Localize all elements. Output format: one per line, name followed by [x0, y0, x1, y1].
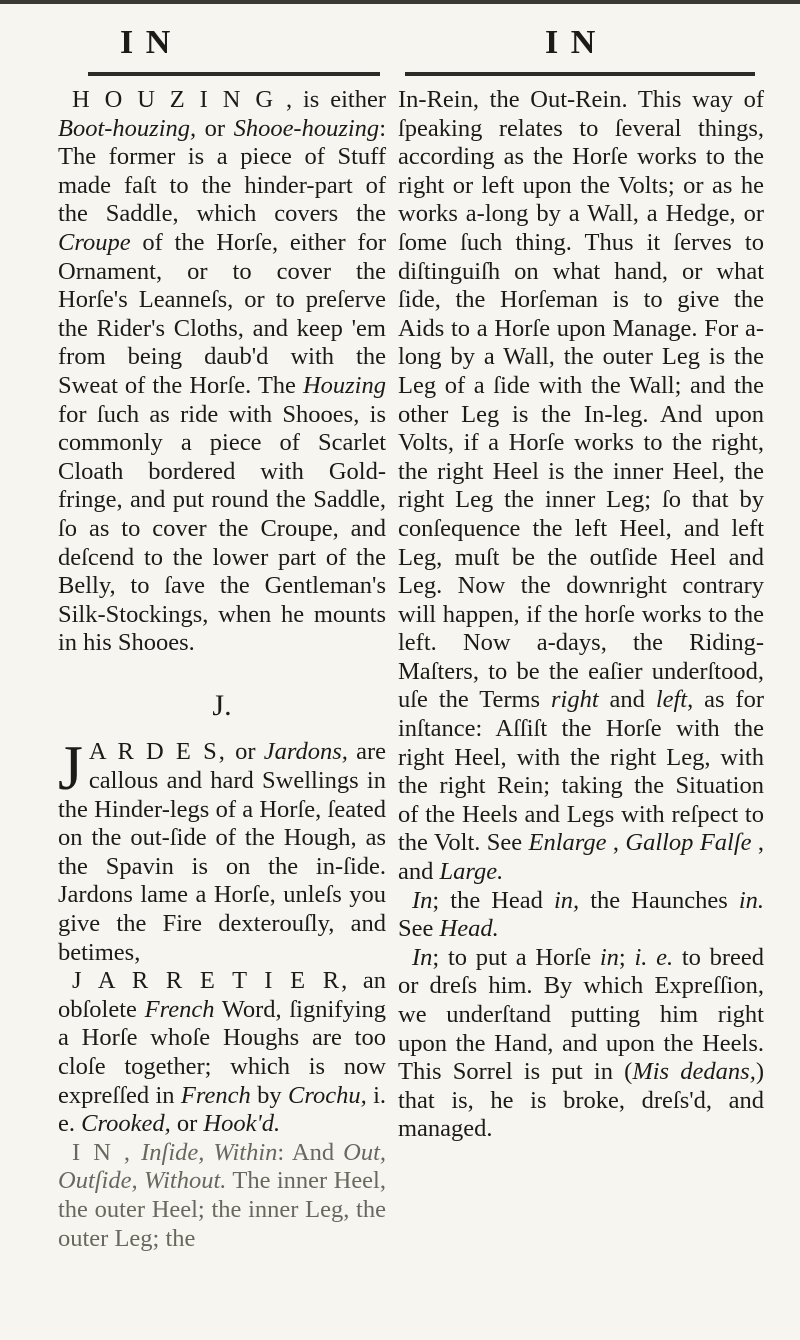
entry-jarretier [58, 967, 386, 1139]
entry-jardes [58, 732, 386, 967]
entry-text: or [226, 738, 264, 766]
entry-text: ; to put a Horſe [432, 943, 600, 971]
entry-term: Croupe [58, 228, 131, 256]
entry-text: of the Horſe, either for Ornament, or to cover the Horſe's Leanneſs, or to preſerve the Rider's Cloths, and keep 'em from being daub'd with the Sweat of the Horſe. The [58, 228, 386, 399]
header-rule-left [88, 72, 380, 76]
entry-text: ; the Head [432, 886, 554, 914]
entry-term: Gallop [625, 829, 694, 857]
running-head-left: I N [120, 24, 173, 61]
entry-term: Head. [439, 915, 499, 943]
entry-text: or [196, 114, 234, 142]
entry-term: Falſe [699, 829, 752, 857]
entry-term: Hook'd. [203, 1110, 281, 1138]
entry-text: , as for inſtance: Aſſiſt the Horſe with the right Heel, with the right Leg, with the right Rein; taking the Situation of the Heels and Legs with reſpect to the Volt. See [398, 686, 764, 857]
entry-in-continued [398, 86, 764, 887]
entry-term: Mis dedans, [632, 1058, 756, 1086]
entry-text: are callous and hard Swellings in the Hinder-legs of a Horſe, ſeated on the out-ſide of the Hough, as the Spavin is on the in-ſide. Jardons lame a Horſe, unleſs you give the Fire dexterouſly, and betimes, [58, 738, 386, 966]
headword: A R D E S, [88, 738, 227, 766]
entry-term: Crooked, [81, 1110, 171, 1138]
entry-text: In-Rein, the Out-Rein. This way of ſpeaking relates to ſeveral things, according as the Horſe works to the right or left upon the Volts; or as he works a-long by a Wall, a Hedge, or ſome ſuch thing. Thus it ſerves to diſtinguiſh on what hand, or what ſide, the Horſeman is to give the Aids to a Horſe upon Manage. For a-long by a Wall, the outer Leg is the Leg of a ſide with the Wall; and the other Leg is the In-leg. And upon Volts, if a Horſe works to the right, the right Heel is the inner Heel, the right Leg the inner Leg; ſo that by conſequence the left Heel, and left Leg, muſt be the outſide Heel and Leg. Now the downright contrary will happen, if the horſe works to the left. Now a-days, the Riding-Maſters, to be the eaſier underſtood, uſe the Terms [398, 86, 764, 714]
entry-term: Shooe-houzing [233, 114, 380, 142]
entry-text: : And [277, 1138, 344, 1166]
section-letter: J. [212, 688, 232, 722]
entry-term: French [180, 1081, 251, 1109]
headword: H O U Z I N G [72, 86, 276, 113]
entry-term: Crochu, [287, 1081, 367, 1109]
entry-term: Inſide, Within [141, 1138, 278, 1166]
entry-in [58, 1139, 386, 1253]
entry-text: an obſolete [58, 967, 387, 1023]
entry-text: by [250, 1081, 288, 1109]
running-head-right: I N [545, 24, 598, 61]
entry-text: , [606, 829, 626, 857]
headword: J A R R E T I E R, [72, 967, 350, 995]
entry-text: , and [398, 829, 765, 886]
entry-text: The inner Heel, the outer Heel; the inner Leg, the outer Leg; the [58, 1167, 386, 1252]
entry-text: to breed or dreſs him. By which Expreſſion, we underſtand putting him right upon the Hand, and upon the Heels. This Sorrel is put in ( [398, 943, 764, 1086]
entry-term: i. e. [634, 943, 674, 971]
drop-cap: J [58, 732, 83, 804]
entry-text: for ſuch as ride with Shooes, is commonly a piece of Scarlet Cloath bordered with Gold-fringe, and put round the Saddle, ſo as to cover the Croupe, and deſcend to the lower part of the Belly, to ſave the Gentleman's Silk-Stockings, when he mounts in his Shooes. [58, 400, 386, 657]
entry-term: Houzing [302, 371, 386, 399]
entry-term: Out, Outſide, Without. [58, 1138, 387, 1195]
entry-term: In [412, 886, 433, 914]
header-rule-right [405, 72, 755, 76]
entry-text: , is either [275, 86, 386, 113]
entry-term: In [412, 943, 433, 971]
entry-in-put [398, 944, 764, 1144]
right-column [398, 86, 764, 1144]
entry-in-head [398, 887, 764, 944]
entry-text: Word, ſignifying a Horſe whoſe Houghs are too cloſe together; which is now expreſſed in [58, 995, 387, 1109]
entry-text: : The former is a piece of Stuff made faſt to the hinder-part of the Saddle, which covers the [58, 114, 386, 228]
entry-text: or [170, 1110, 204, 1138]
entry-term: Large. [439, 858, 504, 886]
entry-term: in. [738, 886, 764, 914]
entry-term: Jardons, [263, 738, 348, 766]
entry-term: in [599, 943, 619, 971]
entry-text: ; [618, 943, 635, 971]
entry-text: ) that is, he is broke, dreſs'd, and managed. [398, 1058, 764, 1143]
left-column [58, 86, 386, 1253]
entry-text: and [598, 686, 656, 714]
entry-term: right [550, 686, 599, 714]
top-rule [0, 0, 800, 4]
entry-term: French [144, 995, 215, 1023]
entry-term: Enlarge [528, 829, 607, 857]
entry-term: Boot-houzing, [58, 114, 197, 142]
entry-term: in, [553, 886, 580, 914]
entry-term: left [655, 686, 688, 714]
entry-houzing [58, 86, 386, 658]
entry-text: i. e. [58, 1081, 386, 1138]
headword: I N , [72, 1138, 133, 1166]
entry-text: the Haunches [579, 886, 739, 914]
entry-text: See [398, 915, 440, 943]
